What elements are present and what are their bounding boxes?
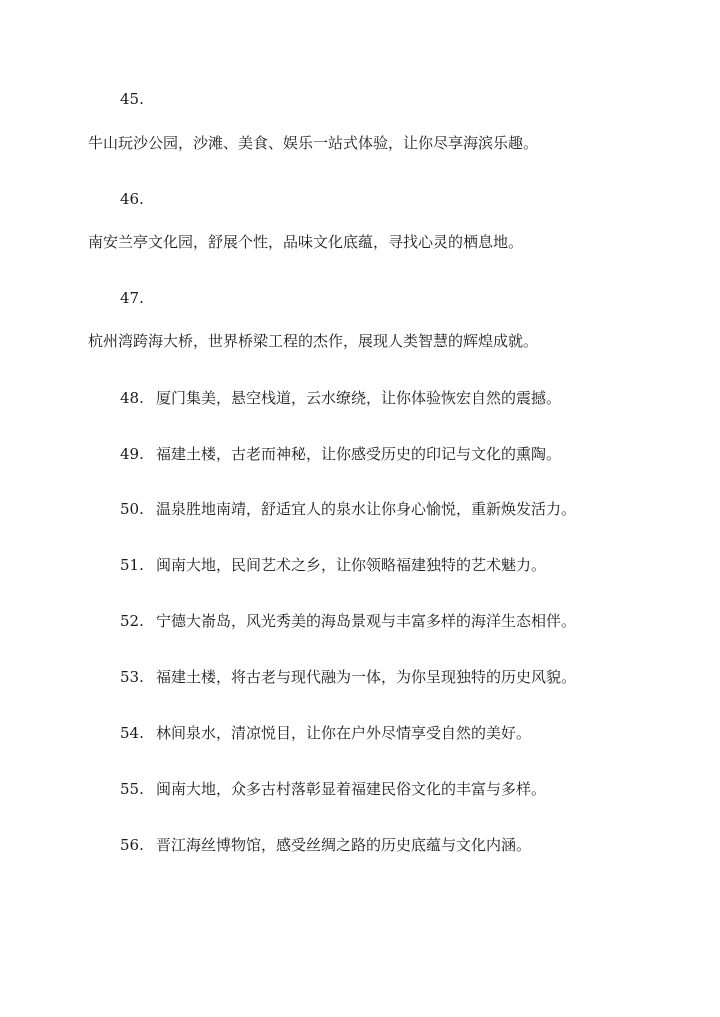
list-item xyxy=(120,724,531,742)
list-item xyxy=(120,668,576,686)
item-text: 牛山玩沙公园，沙滩、美食、娱乐一站式体验，让你尽享海滨乐趣。 xyxy=(88,134,539,152)
item-number: 48. xyxy=(120,389,144,407)
list-item xyxy=(120,780,546,798)
item-number: 55. xyxy=(120,780,144,798)
item-number: 56. xyxy=(120,836,144,854)
item-number: 50. xyxy=(120,500,144,518)
item-number: 47. xyxy=(120,289,144,307)
list-item xyxy=(120,445,561,463)
list-item xyxy=(120,389,561,407)
list-item xyxy=(120,500,576,518)
item-number: 54. xyxy=(120,724,144,742)
item-number: 53. xyxy=(120,668,144,686)
item-number: 52. xyxy=(120,612,144,630)
list-item xyxy=(120,556,546,574)
item-text: 南安兰亭文化园，舒展个性，品味文化底蕴，寻找心灵的栖息地。 xyxy=(88,233,524,251)
item-text: 闽南大地，民间艺术之乡，让你领略福建独特的艺术魅力。 xyxy=(156,556,547,574)
item-text: 闽南大地，众多古村落彰显着福建民俗文化的丰富与多样。 xyxy=(156,780,547,798)
item-text: 杭州湾跨海大桥，世界桥梁工程的杰作，展现人类智慧的辉煌成就。 xyxy=(88,332,539,350)
item-text: 林间泉水，清凉悦目，让你在户外尽情享受自然的美好。 xyxy=(156,724,532,742)
item-text: 晋江海丝博物馆，感受丝绸之路的历史底蕴与文化内涵。 xyxy=(156,836,532,854)
item-text: 福建土楼，古老而神秘，让你感受历史的印记与文化的熏陶。 xyxy=(156,445,562,463)
item-number: 45. xyxy=(120,90,144,108)
item-number: 46. xyxy=(120,190,144,208)
item-text: 厦门集美，悬空栈道，云水缭绕，让你体验恢宏自然的震撼。 xyxy=(156,389,562,407)
item-number: 49. xyxy=(120,445,144,463)
item-text: 宁德大嵛岛，风光秀美的海岛景观与丰富多样的海洋生态相伴。 xyxy=(156,612,577,630)
item-text: 福建土楼，将古老与现代融为一体，为你呈现独特的历史风貌。 xyxy=(156,668,577,686)
item-text: 温泉胜地南靖，舒适宜人的泉水让你身心愉悦，重新焕发活力。 xyxy=(156,500,577,518)
list-item xyxy=(120,612,576,630)
list-item xyxy=(120,836,531,854)
item-number: 51. xyxy=(120,556,144,574)
